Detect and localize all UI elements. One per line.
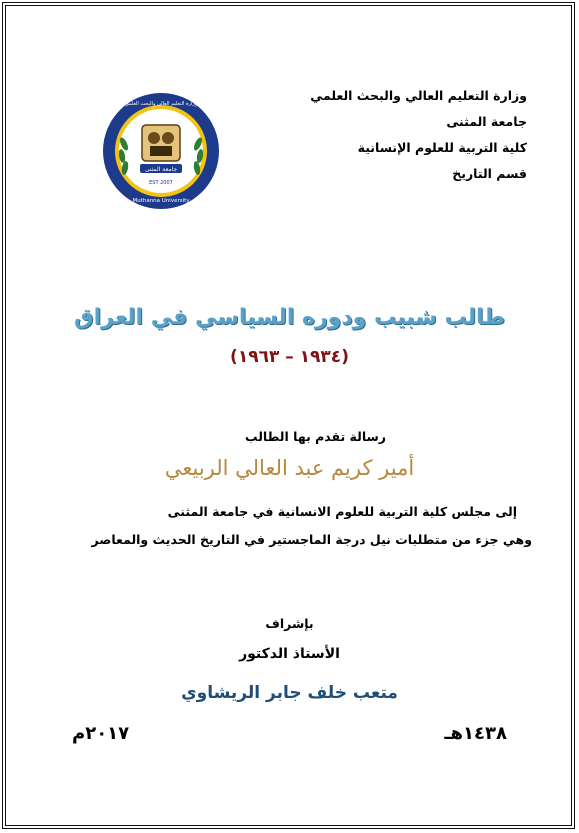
logo-est-text: EST 2007 (149, 180, 173, 186)
hijri-date: ١٤٣٨هـ (444, 723, 507, 744)
ministry-name: وزارة التعليم العالي والبحث العلمي (310, 88, 527, 103)
gregorian-date: ٢٠١٧م (72, 723, 130, 744)
council-statement: إلى مجلس كلية التربية للعلوم الانسانية في جامعة المثنى (167, 504, 517, 519)
degree-requirement: وهي جزء من متطلبات نيل درجة الماجستير في التاريخ الحديث والمعاصر (91, 532, 532, 547)
university-name: جامعة المثنى (446, 114, 527, 129)
logo-center-text: جامعة المثنى (144, 166, 178, 173)
logo-ring-text-top: وزارة التعليم العالي والبحث العلمي (124, 101, 198, 107)
institution-header (267, 83, 527, 187)
thesis-title: طالب شبيب ودوره السياسي في العراق (73, 305, 506, 330)
supervision-label: بإشراف (265, 616, 314, 631)
thesis-years: (١٩٣٤ – ١٩٦٣) (230, 347, 349, 367)
supervisor-title: الأستاذ الدكتور (239, 646, 340, 662)
logo-ring-text-bottom: Muthanna University (132, 198, 190, 204)
supervisor-name: متعب خلف جابر الريشاوي (181, 683, 398, 703)
department-name: قسم التاريخ (452, 166, 527, 181)
university-logo-icon (102, 92, 220, 210)
college-name: كلية التربية للعلوم الإنسانية (357, 140, 527, 155)
student-name: أمير كريم عبد العالي الربيعي (164, 456, 415, 480)
submitted-by-label: رسالة تقدم بها الطالب (245, 429, 386, 444)
